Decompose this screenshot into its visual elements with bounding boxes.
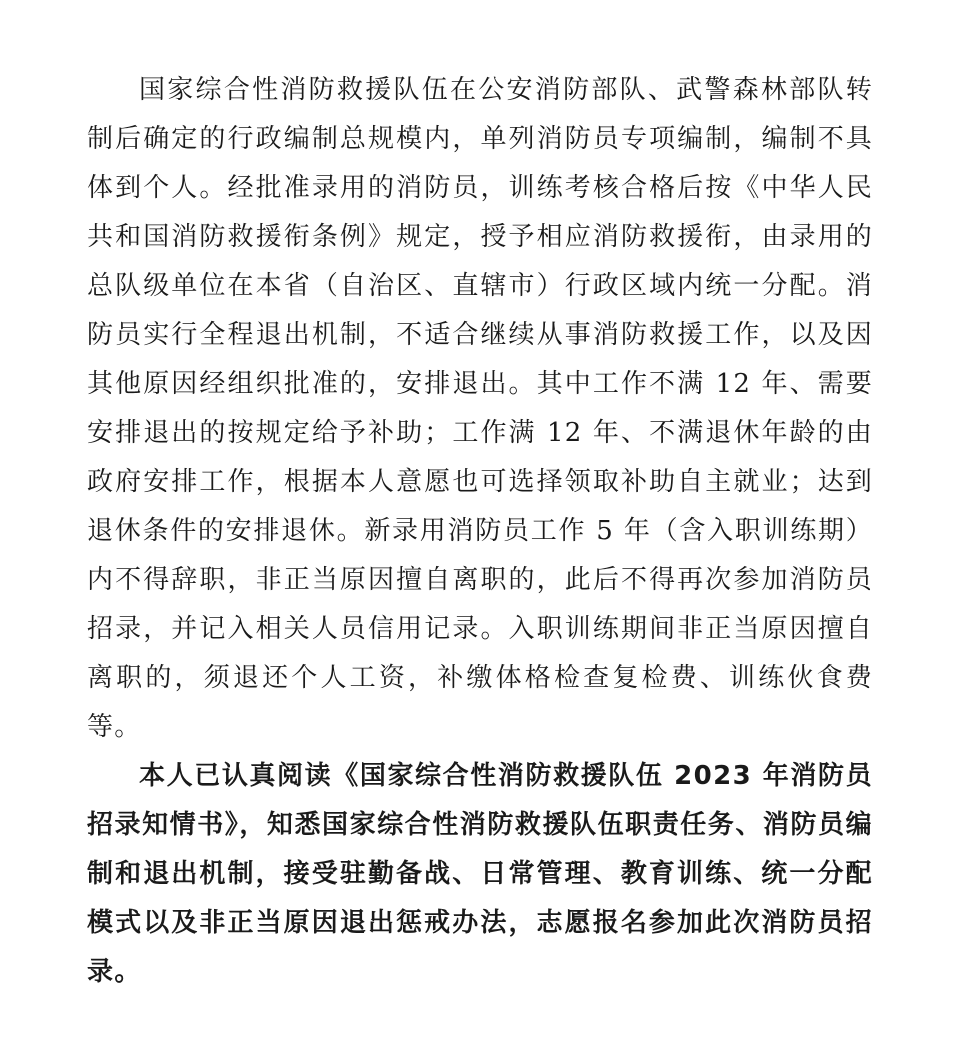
policy-paragraph: 国家综合性消防救援队伍在公安消防部队、武警森林部队转制后确定的行政编制总规模内，单列消防员专项编制，编制不具体到个人。经批准录用的消防员，训练考核合格后按《中华人民共和国消防救援衔条例》规定，授予相应消防救援衔，由录用的总队级单位在本省（自治区、直辖市）行政区域内统一分配。消防员实行全程退出机制，不适合继续从事消防救援工作，以及因其他原因经组织批准的，安排退出。其中工作不满 12 年、需要安排退出的按规定给予补助；工作满 12 年、不满退休年龄的由政府安排工作，根据本人意愿也可选择领取补助自主就业；达到退休条件的安排退休。新录用消防员工作 5 年（含入职训练期）内不得辞职，非正当原因擅自离职的，此后不得再次参加消防员招录，并记入相关人员信用记录。入职训练期间非正当原因擅自离职的，须退还个人工资，补缴体格检查复检费、训练伙食费等。 <box>87 75 873 742</box>
declaration-paragraph: 本人已认真阅读《国家综合性消防救援队伍 2023 年消防员招录知情书》，知悉国家综合性消防救援队伍职责任务、消防员编制和退出机制，接受驻勤备战、日常管理、教育训练、统一分配模式以及非正当原因退出惩戒办法，志愿报名参加此次消防员招录。 <box>87 761 873 987</box>
document-body <box>87 66 873 997</box>
